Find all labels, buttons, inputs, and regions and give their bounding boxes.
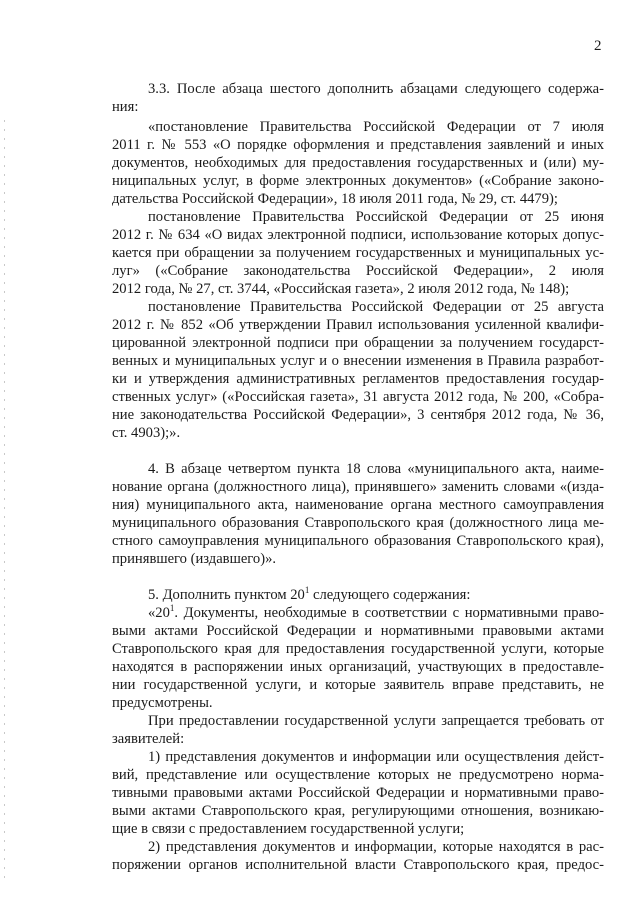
text-line-content: вий, представление или осуществление которых не предусмотрено норма- — [112, 767, 604, 783]
text-line-content: щие в связи с предоставлением государственной услуги; — [112, 821, 465, 837]
text-line — [112, 370, 604, 388]
text-line-content: ст. 4903);». — [112, 425, 181, 441]
text-line — [148, 712, 604, 730]
text-line — [148, 118, 604, 136]
text-line — [148, 838, 604, 856]
text-line — [148, 604, 604, 622]
text-line-content: ки и утверждения административных регламентов предоставления государ- — [112, 371, 604, 387]
text-line-content: 2012 г. № 852 «Об утверждении Правил использования усиленной квалифи- — [112, 317, 604, 333]
text-line — [148, 80, 604, 98]
text-line — [112, 802, 604, 820]
text-line — [112, 388, 604, 406]
text-line-content: нии государственной услуги, и которые заявитель вправе представить, не — [112, 677, 604, 693]
text-line — [112, 676, 604, 694]
text-line — [112, 98, 604, 116]
text-line-content: тивными правовыми актами Российской Федерации и нормативными право- — [112, 785, 604, 801]
text-line — [112, 424, 604, 442]
text-line-content: ственных услуг» («Российская газета», 31 августа 2012 года, № 200, «Собра- — [112, 389, 604, 405]
text-line-content: . Документы, необходимые в соответствии с нормативными право- — [174, 605, 604, 621]
text-line — [112, 658, 604, 676]
text-line-content: 4. В абзаце четвертом пункта 18 слова «муниципального акта, наиме- — [148, 461, 604, 477]
text-line — [112, 694, 604, 712]
text-line — [112, 856, 604, 874]
text-line — [148, 298, 604, 316]
text-line-content: нование органа (должностного лица), принявшего» заменить словами «(изда- — [112, 479, 604, 495]
text-line-content: постановление Правительства Российской Федерации от 25 августа — [148, 299, 604, 315]
text-line-content: 3.3. После абзаца шестого дополнить абзацами следующего содержа- — [148, 81, 604, 97]
text-line — [112, 784, 604, 802]
text-line-content: «постановление Правительства Российской Федерации от 7 июля — [148, 119, 604, 135]
text-line-content: следующего содержания: — [309, 587, 471, 603]
text-line — [112, 334, 604, 352]
text-line — [148, 748, 604, 766]
text-line-content: заявителей: — [112, 731, 185, 747]
text-line — [112, 316, 604, 334]
text-line — [112, 622, 604, 640]
text-line-content: выми актами Ставропольского края, регулирующими отношения, возникаю- — [112, 803, 604, 819]
text-line — [112, 244, 604, 262]
text-line-content: кается при обращении за получением государственных и муниципальных ус- — [112, 245, 604, 261]
superscript: 1 — [169, 604, 175, 613]
text-line-content: дательства Российской Федерации», 18 июля 2011 года, № 29, ст. 4479); — [112, 191, 558, 207]
text-line-content: 2012 г. № 634 «О видах электронной подписи, использование которых допус- — [112, 227, 604, 243]
text-line-content: принявшего (издавшего)». — [112, 551, 277, 567]
text-line-content: предусмотрены. — [112, 695, 213, 711]
text-line — [112, 280, 604, 298]
text-line — [112, 406, 604, 424]
text-line — [112, 820, 604, 838]
text-line-content: стного самоуправления муниципального образования Ставропольского края), — [112, 533, 604, 549]
text-line — [112, 514, 604, 532]
text-line-content: документов, необходимых для предоставления государственных и (или) му- — [112, 155, 604, 171]
text-line-content: цированной электронной подписи при обращении за получением государст- — [112, 335, 604, 351]
text-line-content: поряжении органов исполнительной власти Ставропольского края, предос- — [112, 857, 604, 873]
text-line — [112, 550, 604, 568]
page-number: 2 — [594, 38, 602, 54]
text-line — [112, 352, 604, 370]
text-line — [148, 460, 604, 478]
text-line — [112, 226, 604, 244]
text-line-content: Ставропольского края для предоставления государственной услуги, которые — [112, 641, 604, 657]
text-line-content: постановление Правительства Российской Федерации от 25 июня — [148, 209, 604, 225]
scan-margin-artifact — [4, 120, 5, 880]
text-line — [112, 478, 604, 496]
text-line-content: 1) представления документов и информации или осуществления дейст- — [148, 749, 604, 765]
text-line-content: ния) муниципального акта, наименование органа местного самоуправления — [112, 497, 604, 513]
text-line — [112, 172, 604, 190]
text-line-content: 2) представления документов и информации, которые находятся в рас- — [148, 839, 604, 855]
text-line-content: ния: — [112, 99, 139, 115]
text-line-content: 5. Дополнить пунктом 20 — [148, 587, 305, 603]
text-line-content: находятся в распоряжении иных организаций, участвующих в предоставле- — [112, 659, 604, 675]
text-line — [112, 262, 604, 280]
text-line-content: «20 — [148, 605, 170, 621]
text-line — [112, 190, 604, 208]
text-line — [112, 136, 604, 154]
text-line — [112, 730, 604, 748]
text-line-content: муниципального образования Ставропольского края (должностного лица ме- — [112, 515, 604, 531]
text-line-content: При предоставлении государственной услуги запрещается требовать от — [148, 713, 604, 729]
text-line — [112, 640, 604, 658]
text-line-content: 2011 г. № 553 «О порядке оформления и представления заявлений и иных — [112, 137, 604, 153]
text-line-content: ниципальных услуг, в форме электронных документов» («Собрание законо- — [112, 173, 604, 189]
superscript: 1 — [304, 586, 310, 595]
text-line — [148, 586, 604, 604]
text-line-content: венных и муниципальных услуг и о внесении изменения в Правила разработ- — [112, 353, 604, 369]
text-line-content: 2012 года, № 27, ст. 3744, «Российская газета», 2 июля 2012 года, № 148); — [112, 281, 570, 297]
text-line — [112, 496, 604, 514]
text-line-content: выми актами Российской Федерации и нормативными правовыми актами — [112, 623, 604, 639]
text-line-content: ние законодательства Российской Федерации», 3 сентября 2012 года, № 36, — [112, 407, 604, 423]
text-line — [112, 532, 604, 550]
text-line-content: луг» («Собрание законодательства Российской Федерации», 2 июля — [112, 263, 604, 279]
text-line — [112, 154, 604, 172]
text-line — [148, 208, 604, 226]
text-line — [112, 766, 604, 784]
